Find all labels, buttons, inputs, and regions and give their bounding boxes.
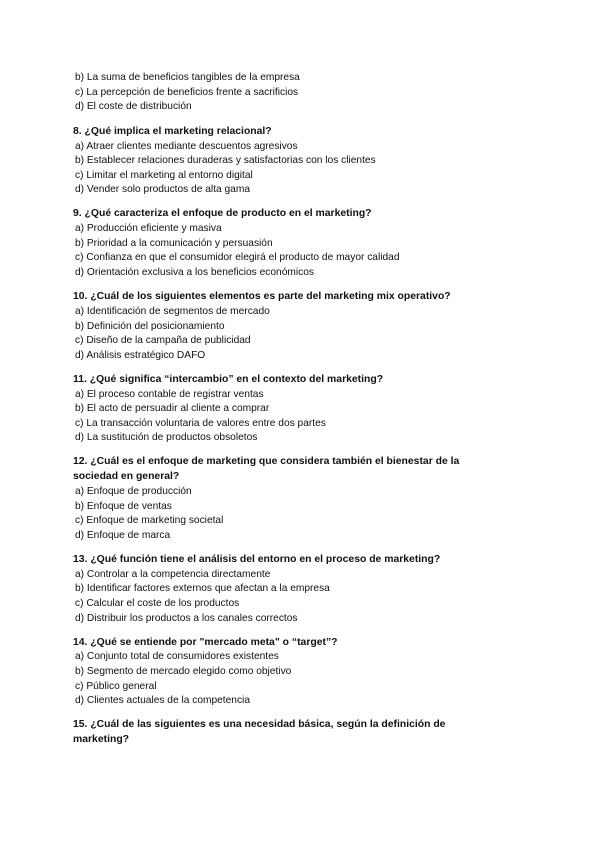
question-title: [73, 455, 543, 485]
question-8: [73, 125, 543, 198]
question-9: [73, 207, 543, 280]
question-title-line: marketing?: [73, 734, 130, 746]
question-title: 8. ¿Qué implica el marketing relacional?: [73, 125, 272, 137]
quiz-page: [73, 71, 543, 748]
answer-option: c) Público general: [75, 680, 157, 692]
question-15: [73, 718, 543, 748]
question-title: [73, 718, 543, 748]
question-10: [73, 290, 543, 363]
answer-option: b) Identificar factores externos que afectan a la empresa: [75, 583, 330, 595]
question-13: [73, 553, 543, 626]
answer-option: c) La transacción voluntaria de valores entre dos partes: [75, 417, 326, 429]
answer-option: d) Orientación exclusiva a los beneficios económicos: [75, 267, 314, 279]
question-title: 10. ¿Cuál de los siguientes elementos es parte del marketing mix operativo?: [73, 291, 451, 303]
answer-option: b) Establecer relaciones duraderas y satisfactorias con los clientes: [75, 155, 376, 167]
answer-option: d) La sustitución de productos obsoletos: [75, 432, 258, 444]
question-title-line: 12. ¿Cuál es el enfoque de marketing que considera también el bienestar de la: [73, 456, 460, 468]
answer-option: a) Conjunto total de consumidores existentes: [75, 651, 279, 663]
answer-option: d) Enfoque de marca: [75, 529, 171, 541]
answer-option: d) Clientes actuales de la competencia: [75, 695, 250, 707]
answer-option: b) El acto de persuadir al cliente a comprar: [75, 403, 270, 415]
answer-option: b) Enfoque de ventas: [75, 500, 172, 512]
answer-option: b) La suma de beneficios tangibles de la empresa: [75, 72, 300, 83]
answer-option: b) Definición del posicionamiento: [75, 320, 225, 332]
answer-option: c) Limitar el marketing al entorno digital: [75, 169, 253, 181]
answer-option: c) La percepción de beneficios frente a sacrificios: [75, 86, 299, 98]
answer-option: a) Producción eficiente y masiva: [75, 223, 222, 235]
answer-option: d) El coste de distribución: [75, 101, 192, 113]
question-title: 9. ¿Qué caracteriza el enfoque de producto en el marketing?: [73, 208, 372, 220]
answer-option: a) Enfoque de producción: [75, 486, 192, 498]
question-title-line: sociedad en general?: [73, 471, 180, 483]
answer-option: c) Diseño de la campaña de publicidad: [75, 335, 251, 347]
question-title: 11. ¿Qué significa “intercambio” en el contexto del marketing?: [73, 373, 384, 385]
leading-options: [73, 71, 543, 115]
answer-option: d) Distribuir los productos a los canales correctos: [75, 612, 298, 624]
answer-option: a) Identificación de segmentos de mercado: [75, 305, 270, 317]
question-12: [73, 455, 543, 543]
answer-option: d) Vender solo productos de alta gama: [75, 184, 250, 196]
answer-option: c) Calcular el coste de los productos: [75, 597, 240, 609]
answer-option: c) Enfoque de marketing societal: [75, 515, 224, 527]
question-14: [73, 636, 543, 709]
answer-option: a) Controlar a la competencia directamente: [75, 568, 271, 580]
answer-option: d) Análisis estratégico DAFO: [75, 349, 206, 361]
question-11: [73, 373, 543, 446]
answer-option: a) El proceso contable de registrar ventas: [75, 388, 264, 400]
question-title-line: 15. ¿Cuál de las siguientes es una necesidad básica, según la definición de: [73, 719, 446, 731]
answer-option: b) Prioridad a la comunicación y persuasión: [75, 237, 273, 249]
question-title: 14. ¿Qué se entiende por "mercado meta" o “target”?: [73, 636, 338, 648]
answer-option: a) Atraer clientes mediante descuentos agresivos: [75, 140, 298, 152]
answer-option: c) Confianza en que el consumidor elegirá el producto de mayor calidad: [75, 252, 400, 264]
question-title: 13. ¿Qué función tiene el análisis del entorno en el proceso de marketing?: [73, 553, 441, 565]
answer-option: b) Segmento de mercado elegido como objetivo: [75, 666, 292, 677]
